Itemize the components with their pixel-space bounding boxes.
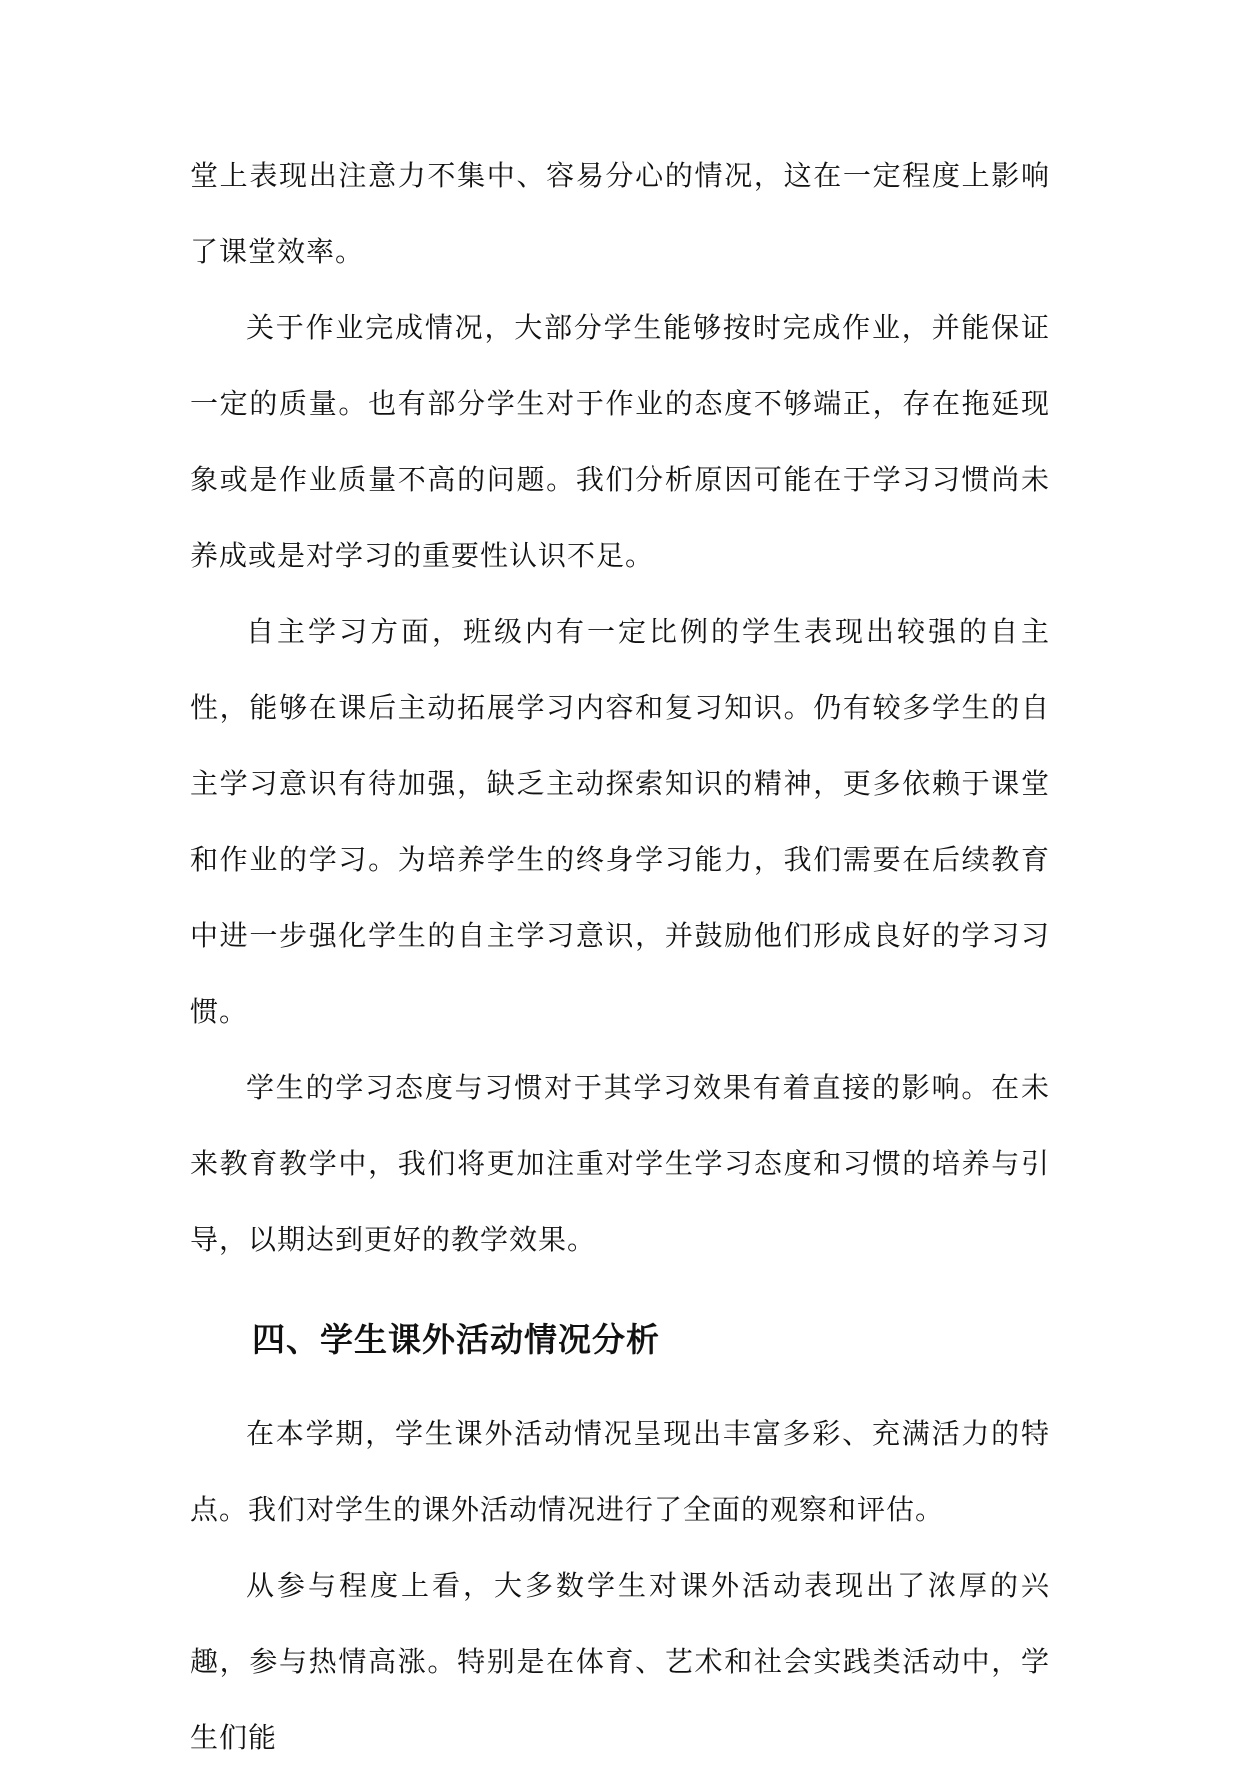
paragraph-extracurricular-overview: 在本学期，学生课外活动情况呈现出丰富多彩、充满活力的特点。我们对学生的课外活动情况进行了全面的观察和评估。	[190, 1417, 1050, 1526]
paragraph-participation-level: 从参与程度上看，大多数学生对课外活动表现出了浓厚的兴趣，参与热情高涨。特别是在体育、艺术和社会实践类活动中，学生们能	[190, 1569, 1050, 1754]
section-heading: 四、学生课外活动情况分析	[252, 1320, 660, 1359]
paragraph-classroom-attention: 堂上表现出注意力不集中、容易分心的情况，这在一定程度上影响了课堂效率。	[190, 159, 1050, 268]
paragraph-self-directed-learning: 自主学习方面，班级内有一定比例的学生表现出较强的自主性，能够在课后主动拓展学习内容和复习知识。仍有较多学生的自主学习意识有待加强，缺乏主动探索知识的精神，更多依赖于课堂和作业的学习。为培养学生的终身学习能力，我们需要在后续教育中进一步强化学生的自主学习意识，并鼓励他们形成良好的学习习惯。	[190, 615, 1050, 1028]
paragraph-attitude-and-habits: 学生的学习态度与习惯对于其学习效果有着直接的影响。在未来教育教学中，我们将更加注重对学生学习态度和习惯的培养与引导，以期达到更好的教学效果。	[190, 1071, 1050, 1256]
page-body	[190, 138, 1050, 1776]
paragraph-homework-completion: 关于作业完成情况，大部分学生能够按时完成作业，并能保证一定的质量。也有部分学生对于作业的态度不够端正，存在拖延现象或是作业质量不高的问题。我们分析原因可能在于学习习惯尚未养成或是对学习的重要性认识不足。	[190, 311, 1050, 572]
